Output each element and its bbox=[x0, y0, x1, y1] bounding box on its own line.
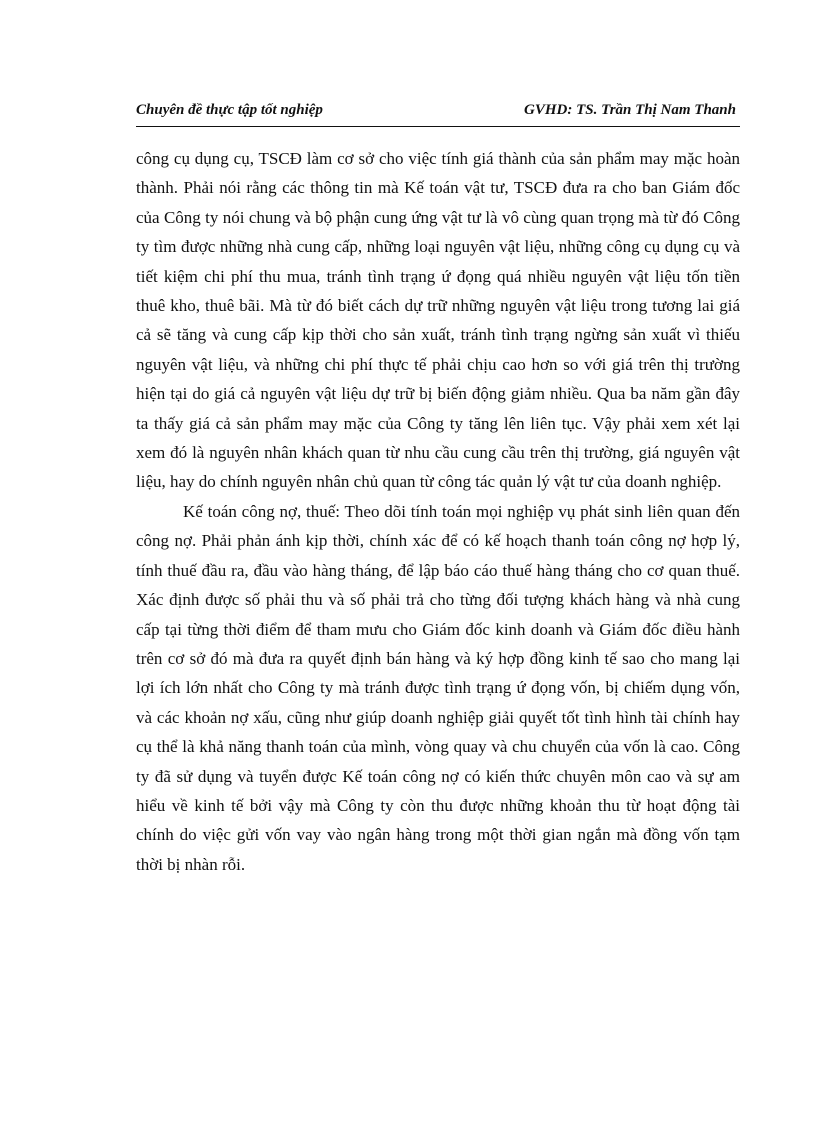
body-paragraph-2: Kế toán công nợ, thuế: Theo dõi tính toán mọi nghiệp vụ phát sinh liên quan đến công nợ. Phải phản ánh kịp thời, chính xác để có kế hoạch thanh toán công nợ hợp lý, tính thuế đầu ra, đầu vào hàng tháng, để lập báo cáo thuế hàng tháng cho cơ quan thuế. Xác định được số phải thu và số phải trả cho từng đối tượng khách hàng và nhà cung cấp tại từng thời điểm để tham mưu cho Giám đốc kinh doanh và Giám đốc điều hành trên cơ sở đó mà đưa ra quyết định bán hàng và ký hợp đồng kinh tế sao cho mang lại lợi ích lớn nhất cho Công ty mà tránh được tình trạng ứ đọng vốn, bị chiếm dụng vốn, và các khoản nợ xấu, cũng như giúp doanh nghiệp giải quyết tốt tình hình tài chính hay cụ thể là khả năng thanh toán của mình, vòng quay và chu chuyển của vốn là cao. Công ty đã sử dụng và tuyển được Kế toán công nợ có kiến thức chuyên môn cao và sự am hiểu về kinh tế bởi vậy mà Công ty còn thu được những khoản thu từ hoạt động tài chính do việc gửi vốn vay vào ngân hàng trong một thời gian ngắn mà đồng vốn tạm thời bị nhàn rỗi. bbox=[136, 501, 740, 874]
document-body bbox=[136, 144, 740, 879]
header-document-title: Chuyên đề thực tập tốt nghiệp bbox=[136, 102, 323, 118]
page-header bbox=[136, 100, 740, 127]
header-supervisor: GVHD: TS. Trần Thị Nam Thanh bbox=[524, 102, 736, 118]
body-paragraph-1: công cụ dụng cụ, TSCĐ làm cơ sở cho việc tính giá thành của sản phẩm may mặc hoàn thành. Phải nói rằng các thông tin mà Kế toán vật tư, TSCĐ đưa ra cho ban Giám đốc của Công ty nói chung và bộ phận cung ứng vật tư là vô cùng quan trọng mà từ đó Công ty tìm được những nhà cung cấp, những loại nguyên vật liệu, những công cụ dụng cụ và tiết kiệm chi phí thu mua, tránh tình trạng ứ đọng quá nhiều nguyên vật liệu tốn tiền thuê kho, thuê bãi. Mà từ đó biết cách dự trữ những nguyên vật liệu trong tương lai giá cả sẽ tăng và cung cấp kịp thời cho sản xuất, tránh tình trạng ngừng sản xuất vì thiếu nguyên vật liệu, và những chi phí thực tế phải chịu cao hơn so với giá trên thị trường hiện tại do giá cả nguyên vật liệu dự trữ bị biến động giảm nhiều. Qua ba năm gần đây ta thấy giá cả sản phẩm may mặc của Công ty tăng lên liên tục. Vậy phải xem xét lại xem đó là nguyên nhân khách quan từ nhu cầu cung cầu trên thị trường, giá nguyên vật liệu, hay do chính nguyên nhân chủ quan từ công tác quản lý vật tư của doanh nghiệp. bbox=[136, 149, 740, 492]
